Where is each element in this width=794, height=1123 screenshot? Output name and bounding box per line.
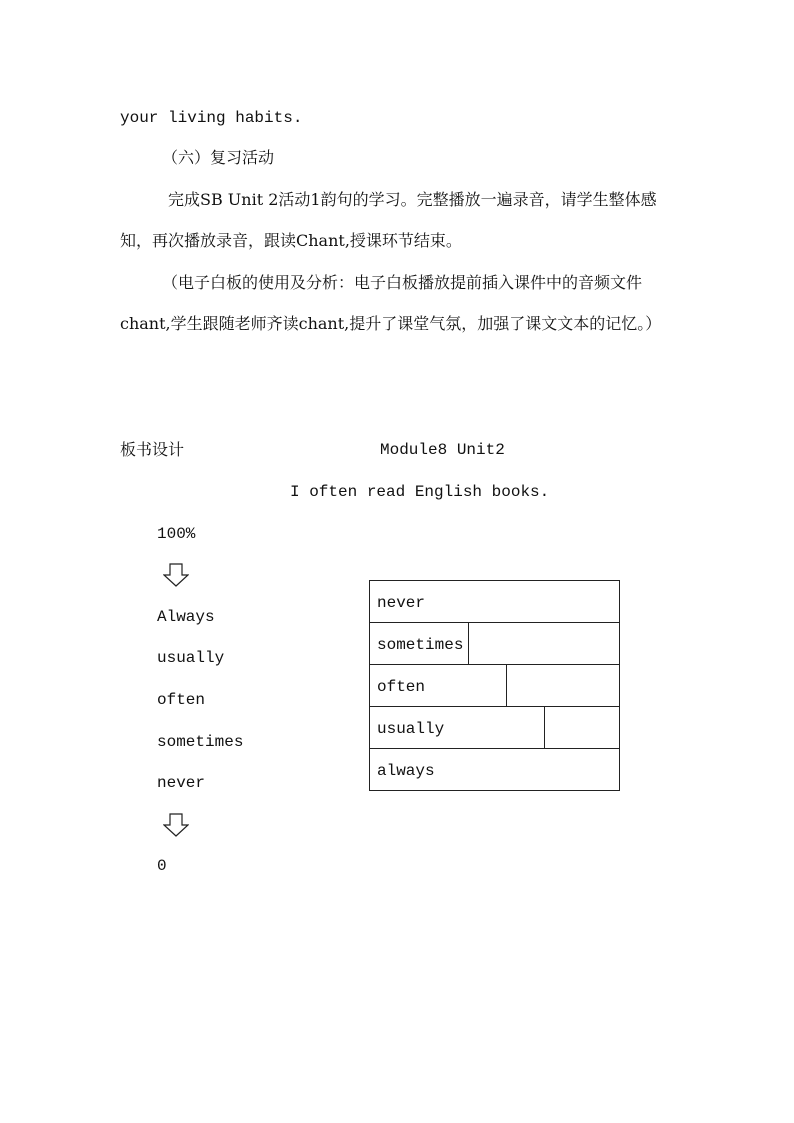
table-divider xyxy=(468,623,469,664)
scale-word-sometimes: sometimes xyxy=(157,733,244,751)
table-row-sometimes xyxy=(370,623,619,665)
table-cell-label: often xyxy=(377,678,426,696)
down-arrow-icon xyxy=(163,813,189,837)
table-row-never xyxy=(370,581,619,623)
table-divider xyxy=(544,707,545,748)
whiteboard-analysis-paragraph: （电子白板的使用及分析：电子白板播放提前插入课件中的音频文件chant,学生跟随老师齐读chant,提升了课堂气氛，加强了课文文本的记忆。） xyxy=(120,273,662,333)
table-row-often xyxy=(370,665,619,707)
scale-word-usually: usually xyxy=(157,649,225,667)
scale-word-often: often xyxy=(157,691,206,709)
scale-top-label: 100% xyxy=(157,525,196,543)
continued-text: your living habits. xyxy=(120,109,303,127)
table-cell-label: usually xyxy=(377,720,445,738)
table-cell-label: always xyxy=(377,762,435,780)
table-row-usually xyxy=(370,707,619,749)
scale-bottom-label: 0 xyxy=(157,857,167,875)
frequency-table xyxy=(369,580,620,791)
table-cell-label: never xyxy=(377,594,426,612)
table-divider xyxy=(506,665,507,706)
down-arrow-icon xyxy=(163,563,189,587)
scale-word-always: Always xyxy=(157,608,215,626)
module-title: Module8 Unit2 xyxy=(380,441,505,459)
board-design-label: 板书设计 xyxy=(120,440,185,459)
table-row-always xyxy=(370,749,619,790)
scale-word-never: never xyxy=(157,774,206,792)
table-cell-label: sometimes xyxy=(377,636,464,654)
board-sentence: I often read English books. xyxy=(290,483,550,501)
activity-paragraph: 完成SB Unit 2活动1韵句的学习。完整播放一遍录音，请学生整体感知，再次播放录音，跟读Chant,授课环节结束。 xyxy=(120,190,657,250)
section-heading: （六）复习活动 xyxy=(162,148,275,167)
